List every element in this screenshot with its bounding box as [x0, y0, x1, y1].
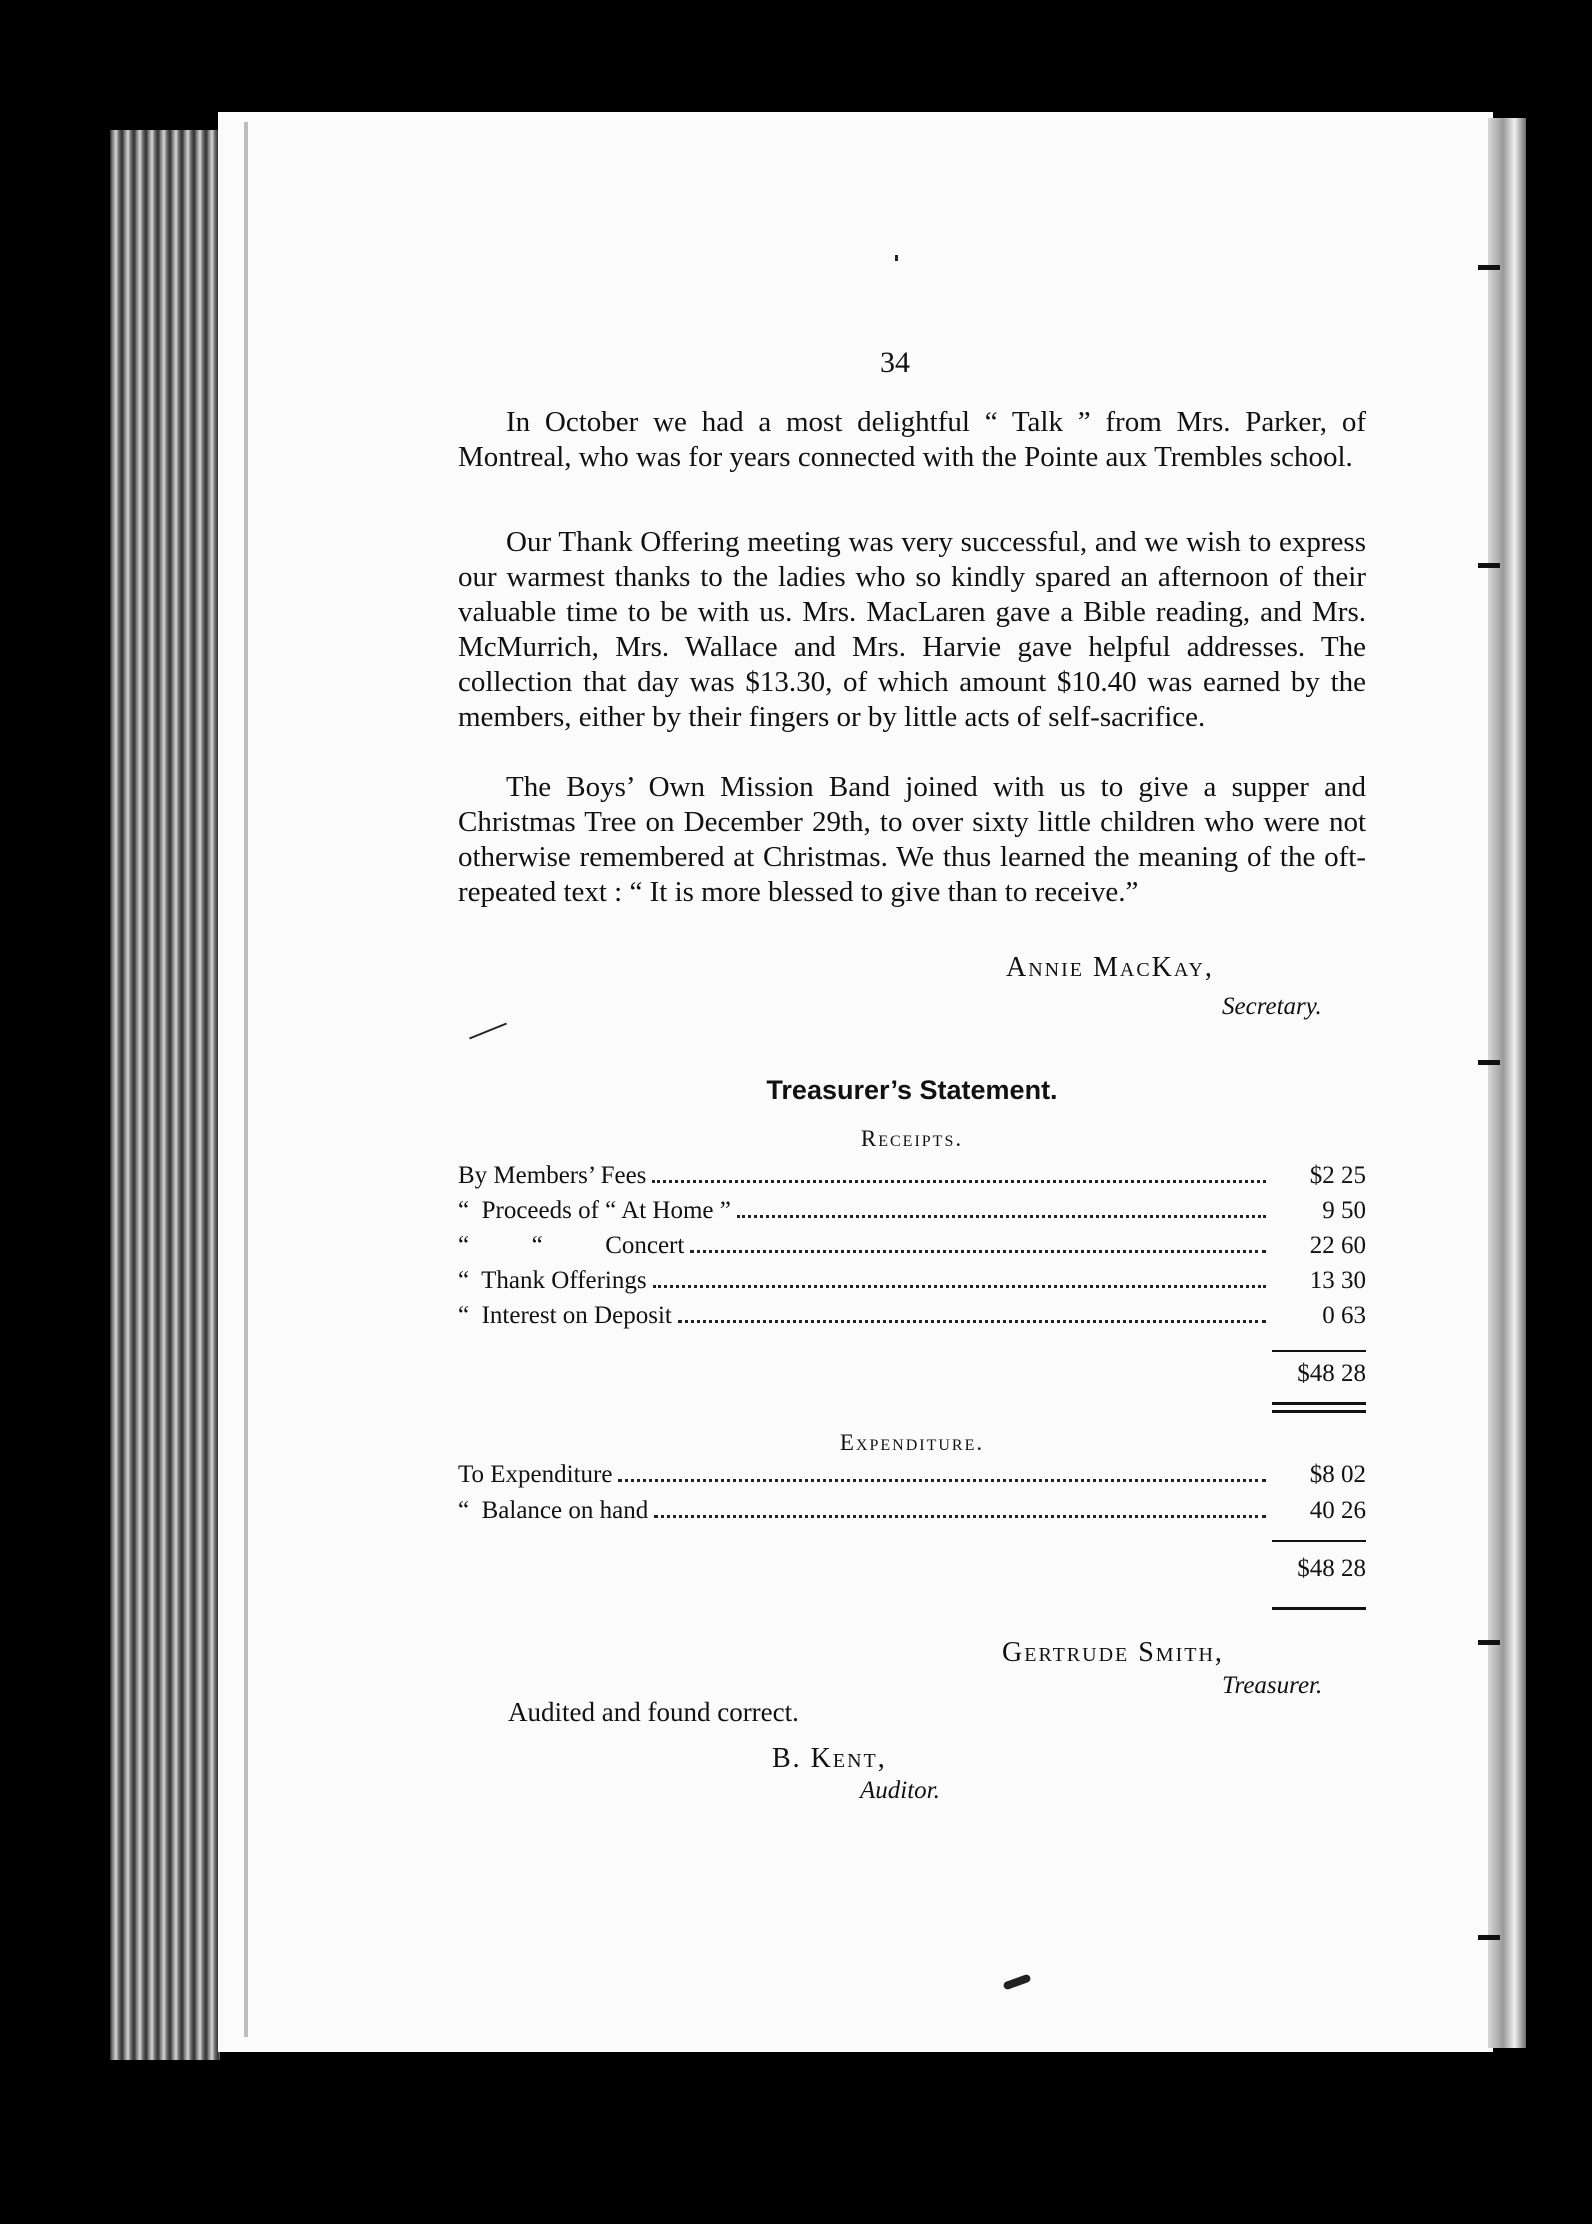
- edge-mark: [1478, 1060, 1500, 1065]
- page-number: 34: [880, 346, 910, 379]
- secretary-name: Annie MacKay,: [1006, 952, 1214, 983]
- edge-mark: [1478, 1640, 1500, 1645]
- paragraph-october-talk: In October we had a most delightful “ Talk ” from Mrs. Parker, of Montreal, who was for years connected with the Pointe aux Trembles school.: [458, 406, 1366, 473]
- receipt-amount: 13 30: [1309, 1267, 1366, 1294]
- leader-dots: [653, 1284, 1266, 1288]
- leader-dots: [678, 1319, 1266, 1323]
- total-double-rule: [1272, 1402, 1366, 1405]
- subtotal-rule: [1272, 1540, 1366, 1542]
- receipts-total: $48 28: [1297, 1360, 1366, 1387]
- expenditure-label: “ Balance on hand: [458, 1497, 649, 1524]
- receipt-label: By Members’ Fees: [458, 1162, 647, 1189]
- receipts-heading: Receipts.: [860, 1126, 964, 1151]
- receipt-amount: 0 63: [1322, 1302, 1366, 1329]
- book-right-edge: [1488, 118, 1526, 2048]
- page-gutter-line: [244, 122, 248, 2037]
- audit-note: Audited and found correct.: [508, 1697, 799, 1727]
- expenditure-amount: $8 02: [1309, 1461, 1366, 1488]
- receipt-row: [458, 1232, 1366, 1266]
- leader-dots: [618, 1478, 1266, 1482]
- expenditure-total: $48 28: [1297, 1555, 1366, 1582]
- expenditure-amount: 40 26: [1309, 1497, 1366, 1524]
- expenditure-label: To Expenditure: [458, 1461, 613, 1488]
- edge-mark: [1478, 1935, 1500, 1940]
- expenditure-row: [458, 1497, 1366, 1531]
- treasurer-statement-title: Treasurer’s Statement.: [766, 1075, 1058, 1105]
- ink-speck: [895, 255, 898, 261]
- receipt-row: [458, 1162, 1366, 1196]
- expenditure-heading: Expenditure.: [839, 1430, 985, 1455]
- receipt-label: “ “ Concert: [458, 1232, 685, 1259]
- total-double-rule: [1272, 1410, 1366, 1413]
- auditor-role: Auditor.: [860, 1777, 940, 1804]
- receipt-row: [458, 1197, 1366, 1231]
- receipt-amount: $2 25: [1309, 1162, 1366, 1189]
- subtotal-rule: [1272, 1350, 1366, 1352]
- total-rule: [1272, 1607, 1366, 1610]
- receipt-amount: 22 60: [1309, 1232, 1366, 1259]
- leader-dots: [737, 1214, 1266, 1218]
- leader-dots: [652, 1179, 1266, 1183]
- leader-dots: [690, 1249, 1266, 1253]
- book-page-edges: [110, 130, 220, 2060]
- receipt-row: [458, 1267, 1366, 1301]
- receipt-label: “ Interest on Deposit: [458, 1302, 672, 1329]
- receipt-amount: 9 50: [1322, 1197, 1366, 1224]
- secretary-role: Secretary.: [1222, 993, 1322, 1020]
- paragraph-christmas-tree: The Boys’ Own Mission Band joined with us to give a supper and Christmas Tree on December 29th, to over sixty little children who were not otherwise remembered at Christmas. We thus learned the meaning of the oft-repeated text : “ It is more blessed to give than to receive.”: [458, 771, 1366, 908]
- edge-mark: [1478, 563, 1500, 568]
- paragraph-thank-offering: Our Thank Offering meeting was very successful, and we wish to express our warmest thanks to the ladies who so kindly spared an afternoon of their valuable time to be with us. Mrs. MacLaren gave a Bible reading, and Mrs. McMurrich, Mrs. Wallace and Mrs. Harvie gave helpful addresses. The collection that day was $13.30, of which amount $10.40 was earned by the members, either by their fingers or by little acts of self-sacrifice.: [458, 526, 1366, 733]
- edge-mark: [1478, 265, 1500, 270]
- auditor-name: B. Kent,: [772, 1743, 887, 1774]
- receipt-label: “ Thank Offerings: [458, 1267, 647, 1294]
- receipt-row: [458, 1302, 1366, 1336]
- expenditure-row: [458, 1461, 1366, 1495]
- leader-dots: [654, 1514, 1266, 1518]
- receipt-label: “ Proceeds of “ At Home ”: [458, 1197, 731, 1224]
- treasurer-name: Gertrude Smith,: [1002, 1637, 1224, 1668]
- treasurer-role: Treasurer.: [1222, 1672, 1323, 1699]
